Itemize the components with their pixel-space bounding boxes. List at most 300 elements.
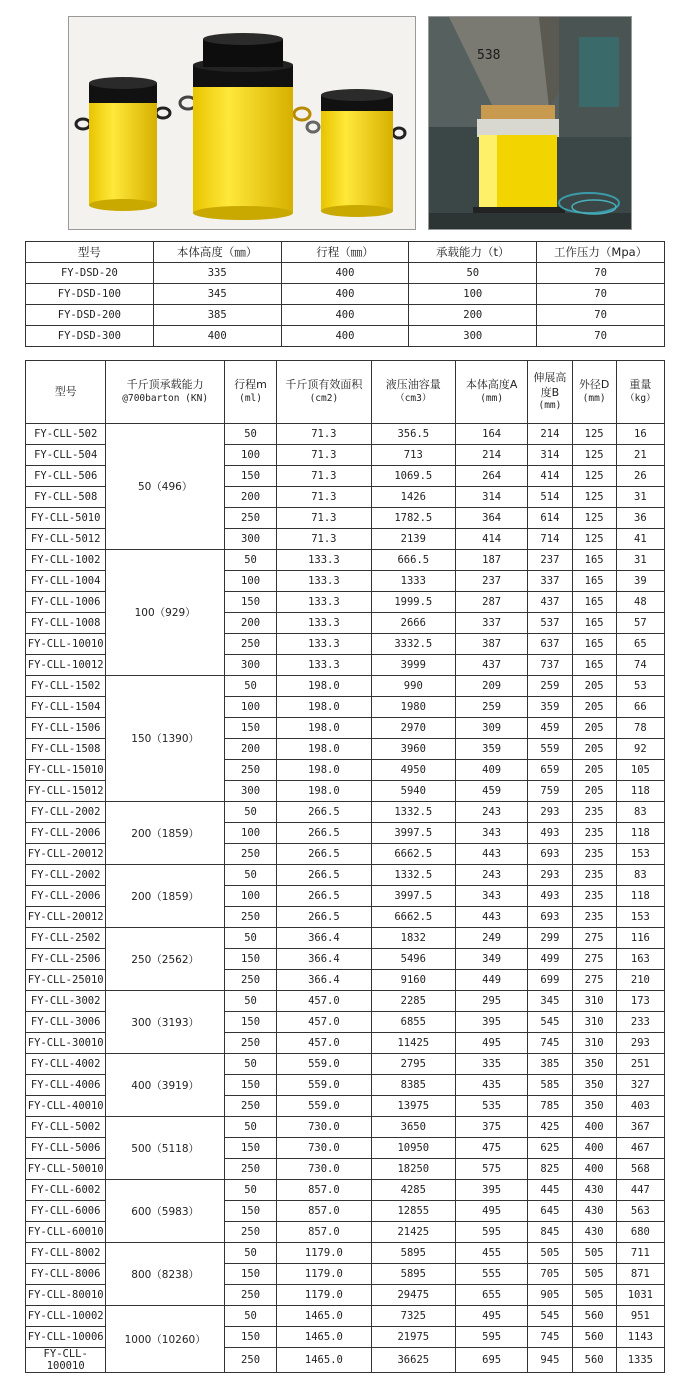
three-jacks-icon bbox=[69, 17, 415, 229]
table-cell: 50 bbox=[224, 550, 276, 571]
table-cell: 560 bbox=[572, 1327, 616, 1348]
table-cell: 26 bbox=[616, 466, 664, 487]
marking-text: 538 bbox=[477, 48, 501, 63]
table-cell: 21 bbox=[616, 445, 664, 466]
table-cell: 198.0 bbox=[277, 718, 371, 739]
table-cell: 310 bbox=[572, 991, 616, 1012]
table-cell: 430 bbox=[572, 1180, 616, 1201]
column-header-unit: （kg） bbox=[625, 393, 656, 405]
model-cell: FY-CLL-1008 bbox=[26, 613, 106, 634]
table-cell: 505 bbox=[572, 1243, 616, 1264]
capacity-cell: 50（496） bbox=[106, 424, 225, 550]
model-cell: FY-CLL-4006 bbox=[26, 1075, 106, 1096]
table-cell: FY-DSD-200 bbox=[26, 305, 154, 326]
table-cell: 100 bbox=[224, 886, 276, 907]
table-cell: 495 bbox=[455, 1306, 527, 1327]
column-header-unit: (cm2) bbox=[309, 393, 339, 405]
table-cell: 711 bbox=[616, 1243, 664, 1264]
table-cell: 5895 bbox=[371, 1264, 455, 1285]
model-cell: FY-CLL-5010 bbox=[26, 508, 106, 529]
table-cell: 39 bbox=[616, 571, 664, 592]
table-cell: 350 bbox=[572, 1054, 616, 1075]
table-cell: 235 bbox=[572, 844, 616, 865]
table-cell: 266.5 bbox=[277, 823, 371, 844]
table-row bbox=[26, 305, 665, 326]
table-cell: 50 bbox=[224, 1054, 276, 1075]
table-cell: 165 bbox=[572, 592, 616, 613]
table-cell: 275 bbox=[572, 949, 616, 970]
capacity-cell: 400（3919） bbox=[106, 1054, 225, 1117]
model-cell: FY-CLL-25010 bbox=[26, 970, 106, 991]
table-cell: 275 bbox=[572, 970, 616, 991]
product-photo-in-use bbox=[428, 16, 632, 230]
table-cell: 50 bbox=[224, 1306, 276, 1327]
table-cell: 71.3 bbox=[277, 466, 371, 487]
table-cell: 366.4 bbox=[277, 949, 371, 970]
table-cell: 250 bbox=[224, 1033, 276, 1054]
table-cell: 680 bbox=[616, 1222, 664, 1243]
table-cell: 585 bbox=[528, 1075, 572, 1096]
column-header-unit: (ml) bbox=[239, 393, 262, 405]
table-cell: 445 bbox=[528, 1180, 572, 1201]
table-cell: 366.4 bbox=[277, 928, 371, 949]
table-cell: 50 bbox=[224, 802, 276, 823]
table-cell: 250 bbox=[224, 760, 276, 781]
table-cell: 50 bbox=[224, 1243, 276, 1264]
table-cell: 125 bbox=[572, 424, 616, 445]
table-cell: 237 bbox=[455, 571, 527, 592]
table-cell: 714 bbox=[528, 529, 572, 550]
table-cell: 48 bbox=[616, 592, 664, 613]
table-cell: 568 bbox=[616, 1159, 664, 1180]
table-cell: 6662.5 bbox=[371, 907, 455, 928]
table-cell: 345 bbox=[528, 991, 572, 1012]
table-cell: 545 bbox=[528, 1012, 572, 1033]
table-cell: 105 bbox=[616, 760, 664, 781]
table-cell: 459 bbox=[528, 718, 572, 739]
model-cell: FY-CLL-3006 bbox=[26, 1012, 106, 1033]
table-cell: 150 bbox=[224, 1075, 276, 1096]
column-header-unit: (mm) bbox=[480, 393, 504, 405]
table-cell: 455 bbox=[455, 1243, 527, 1264]
table-cell: 200 bbox=[224, 739, 276, 760]
table-cell: 198.0 bbox=[277, 739, 371, 760]
table-cell: 343 bbox=[455, 886, 527, 907]
table-cell: 118 bbox=[616, 886, 664, 907]
table-cell: 563 bbox=[616, 1201, 664, 1222]
table-cell: 2795 bbox=[371, 1054, 455, 1075]
table-cell: 250 bbox=[224, 844, 276, 865]
table-cell: 345 bbox=[153, 284, 281, 305]
model-cell: FY-CLL-5002 bbox=[26, 1117, 106, 1138]
table-cell: 150 bbox=[224, 718, 276, 739]
table-cell: 9160 bbox=[371, 970, 455, 991]
table-cell: 150 bbox=[224, 1012, 276, 1033]
column-header bbox=[224, 361, 276, 424]
table-cell: 1179.0 bbox=[277, 1243, 371, 1264]
model-cell: FY-CLL-1502 bbox=[26, 676, 106, 697]
table-cell: 100 bbox=[224, 823, 276, 844]
table-cell: 71.3 bbox=[277, 445, 371, 466]
table-cell: 2666 bbox=[371, 613, 455, 634]
table-cell: 70 bbox=[537, 263, 665, 284]
table-cell: 198.0 bbox=[277, 781, 371, 802]
table-cell: 173 bbox=[616, 991, 664, 1012]
table-cell: 495 bbox=[455, 1201, 527, 1222]
model-cell: FY-CLL-1004 bbox=[26, 571, 106, 592]
table-cell: 457.0 bbox=[277, 991, 371, 1012]
table-cell: 3997.5 bbox=[371, 823, 455, 844]
table-cell: 16 bbox=[616, 424, 664, 445]
table-cell: 359 bbox=[528, 697, 572, 718]
table-cell: 118 bbox=[616, 823, 664, 844]
model-cell: FY-CLL-50010 bbox=[26, 1159, 106, 1180]
table-cell: 1465.0 bbox=[277, 1306, 371, 1327]
model-cell: FY-CLL-20012 bbox=[26, 907, 106, 928]
table-cell: 165 bbox=[572, 571, 616, 592]
table-cell: 400 bbox=[281, 305, 409, 326]
column-header: 工作压力（Mpa） bbox=[537, 242, 665, 263]
table-cell: 645 bbox=[528, 1201, 572, 1222]
model-cell: FY-CLL-10006 bbox=[26, 1327, 106, 1348]
table-cell: 403 bbox=[616, 1096, 664, 1117]
table-cell: 133.3 bbox=[277, 550, 371, 571]
table-cell: 36 bbox=[616, 508, 664, 529]
model-cell: FY-CLL-40010 bbox=[26, 1096, 106, 1117]
table-cell: 951 bbox=[616, 1306, 664, 1327]
table-cell: 71.3 bbox=[277, 487, 371, 508]
table-cell: 266.5 bbox=[277, 865, 371, 886]
table-cell: 475 bbox=[455, 1138, 527, 1159]
column-header-main: 伸展高度B bbox=[533, 370, 567, 399]
table-cell: 300 bbox=[224, 655, 276, 676]
table-cell: 3650 bbox=[371, 1117, 455, 1138]
column-header-main: 千斤顶承载能力 bbox=[126, 378, 204, 392]
table-cell: 337 bbox=[528, 571, 572, 592]
table-cell: 400 bbox=[281, 284, 409, 305]
table-cell: 400 bbox=[572, 1159, 616, 1180]
table-cell: 400 bbox=[281, 326, 409, 347]
column-header-unit: （cm3） bbox=[395, 393, 432, 405]
capacity-cell: 600（5983） bbox=[106, 1180, 225, 1243]
table-cell: 871 bbox=[616, 1264, 664, 1285]
table-cell: 150 bbox=[224, 1201, 276, 1222]
table-cell: 150 bbox=[224, 1327, 276, 1348]
table-cell: 153 bbox=[616, 844, 664, 865]
model-cell: FY-CLL-2006 bbox=[26, 886, 106, 907]
table-cell: 100 bbox=[224, 571, 276, 592]
table-cell: 250 bbox=[224, 508, 276, 529]
table-cell: 70 bbox=[537, 326, 665, 347]
table-cell: 209 bbox=[455, 676, 527, 697]
table-cell: 250 bbox=[224, 1159, 276, 1180]
table-cell: 300 bbox=[224, 781, 276, 802]
column-header: 行程（㎜） bbox=[281, 242, 409, 263]
table-cell: 65 bbox=[616, 634, 664, 655]
table-cell: 4950 bbox=[371, 760, 455, 781]
table-cell: 41 bbox=[616, 529, 664, 550]
table-cell: 559.0 bbox=[277, 1075, 371, 1096]
table-cell: 614 bbox=[528, 508, 572, 529]
table-cell: 595 bbox=[455, 1222, 527, 1243]
table-cell: 1999.5 bbox=[371, 592, 455, 613]
table-cell: 745 bbox=[528, 1327, 572, 1348]
table-cell: 235 bbox=[572, 865, 616, 886]
table-cell: 6662.5 bbox=[371, 844, 455, 865]
table-row bbox=[26, 1180, 665, 1201]
column-header bbox=[455, 361, 527, 424]
table-cell: 457.0 bbox=[277, 1033, 371, 1054]
model-cell: FY-CLL-20012 bbox=[26, 844, 106, 865]
model-cell: FY-CLL-5012 bbox=[26, 529, 106, 550]
table-cell: 165 bbox=[572, 613, 616, 634]
table-header-row bbox=[26, 242, 665, 263]
table-cell: 559.0 bbox=[277, 1054, 371, 1075]
table-row bbox=[26, 928, 665, 949]
capacity-cell: 200（1859） bbox=[106, 865, 225, 928]
table-cell: 57 bbox=[616, 613, 664, 634]
table-cell: 350 bbox=[572, 1075, 616, 1096]
table-cell: 560 bbox=[572, 1306, 616, 1327]
table-cell: 5895 bbox=[371, 1243, 455, 1264]
table-cell: 385 bbox=[528, 1054, 572, 1075]
table-cell: 425 bbox=[528, 1117, 572, 1138]
table-cell: 198.0 bbox=[277, 697, 371, 718]
table-cell: 314 bbox=[455, 487, 527, 508]
table-cell: 1333 bbox=[371, 571, 455, 592]
capacity-cell: 200（1859） bbox=[106, 802, 225, 865]
table-cell: 443 bbox=[455, 844, 527, 865]
table-cell: 314 bbox=[528, 445, 572, 466]
table-cell: 693 bbox=[528, 907, 572, 928]
table-cell: 250 bbox=[224, 1096, 276, 1117]
model-cell: FY-CLL-15012 bbox=[26, 781, 106, 802]
table-cell: 545 bbox=[528, 1306, 572, 1327]
table-cell: 198.0 bbox=[277, 676, 371, 697]
table-cell: 210 bbox=[616, 970, 664, 991]
table-cell: 447 bbox=[616, 1180, 664, 1201]
table-cell: 400 bbox=[281, 263, 409, 284]
table-cell: 71.3 bbox=[277, 508, 371, 529]
table-cell: 133.3 bbox=[277, 571, 371, 592]
model-cell: FY-CLL-80010 bbox=[26, 1285, 106, 1306]
table-cell: 1980 bbox=[371, 697, 455, 718]
table-cell: 50 bbox=[224, 865, 276, 886]
table-cell: 535 bbox=[455, 1096, 527, 1117]
table-cell: 50 bbox=[224, 676, 276, 697]
table-cell: 165 bbox=[572, 550, 616, 571]
table-cell: 395 bbox=[455, 1012, 527, 1033]
table-cell: 295 bbox=[455, 991, 527, 1012]
model-cell: FY-CLL-6002 bbox=[26, 1180, 106, 1201]
table-cell: 5496 bbox=[371, 949, 455, 970]
table-cell: 1782.5 bbox=[371, 508, 455, 529]
table-cell: 150 bbox=[224, 1264, 276, 1285]
table-cell: 400 bbox=[572, 1117, 616, 1138]
table-cell: 367 bbox=[616, 1117, 664, 1138]
table-cell: 359 bbox=[455, 739, 527, 760]
table-cell: 514 bbox=[528, 487, 572, 508]
table-row bbox=[26, 326, 665, 347]
table-cell: 50 bbox=[224, 928, 276, 949]
capacity-cell: 500（5118） bbox=[106, 1117, 225, 1180]
table-cell: 1179.0 bbox=[277, 1285, 371, 1306]
table-cell: 249 bbox=[455, 928, 527, 949]
table-cell: 435 bbox=[455, 1075, 527, 1096]
table-cell: 70 bbox=[537, 284, 665, 305]
model-cell: FY-CLL-10002 bbox=[26, 1306, 106, 1327]
table-cell: 250 bbox=[224, 1222, 276, 1243]
column-header bbox=[277, 361, 371, 424]
table-cell: 243 bbox=[455, 802, 527, 823]
table-cell: 92 bbox=[616, 739, 664, 760]
table-cell: 116 bbox=[616, 928, 664, 949]
table-cll-series bbox=[25, 360, 665, 1373]
table-cell: 457.0 bbox=[277, 1012, 371, 1033]
model-cell: FY-CLL-2506 bbox=[26, 949, 106, 970]
table-cell: 125 bbox=[572, 445, 616, 466]
table-cell: 499 bbox=[528, 949, 572, 970]
table-cell: 1332.5 bbox=[371, 802, 455, 823]
table-cell: 1335 bbox=[616, 1348, 664, 1373]
table-cell: 350 bbox=[572, 1096, 616, 1117]
table-cell: 337 bbox=[455, 613, 527, 634]
table-cell: 187 bbox=[455, 550, 527, 571]
table-cell: 449 bbox=[455, 970, 527, 991]
table-cell: 125 bbox=[572, 466, 616, 487]
table-cell: 595 bbox=[455, 1327, 527, 1348]
table-cell: 10950 bbox=[371, 1138, 455, 1159]
table-cell: 235 bbox=[572, 886, 616, 907]
table-cell: 785 bbox=[528, 1096, 572, 1117]
table-cell: 730.0 bbox=[277, 1138, 371, 1159]
table-cell: 699 bbox=[528, 970, 572, 991]
table-cell: 150 bbox=[224, 466, 276, 487]
table-cell: 133.3 bbox=[277, 613, 371, 634]
column-header: 型号 bbox=[26, 242, 154, 263]
table-cell: 266.5 bbox=[277, 802, 371, 823]
model-cell: FY-CLL-502 bbox=[26, 424, 106, 445]
table-cell: 66 bbox=[616, 697, 664, 718]
model-cell: FY-CLL-10012 bbox=[26, 655, 106, 676]
table-cell: 1069.5 bbox=[371, 466, 455, 487]
table-cell: 163 bbox=[616, 949, 664, 970]
table-cell: FY-DSD-300 bbox=[26, 326, 154, 347]
table-cell: 293 bbox=[528, 802, 572, 823]
table-cell: 259 bbox=[528, 676, 572, 697]
table-cell: 625 bbox=[528, 1138, 572, 1159]
table-cell: 83 bbox=[616, 802, 664, 823]
model-cell: FY-CLL-504 bbox=[26, 445, 106, 466]
table-row bbox=[26, 424, 665, 445]
table-cell: 100 bbox=[224, 445, 276, 466]
table-cell: 737 bbox=[528, 655, 572, 676]
table-row bbox=[26, 991, 665, 1012]
table-cell: 133.3 bbox=[277, 634, 371, 655]
table-cell: 905 bbox=[528, 1285, 572, 1306]
model-cell: FY-CLL-1504 bbox=[26, 697, 106, 718]
table-cell: 505 bbox=[572, 1285, 616, 1306]
table-cell: 21975 bbox=[371, 1327, 455, 1348]
table-cell: 133.3 bbox=[277, 655, 371, 676]
table-row bbox=[26, 1117, 665, 1138]
table-cell: 266.5 bbox=[277, 886, 371, 907]
table-cell: 70 bbox=[537, 305, 665, 326]
column-header-main: 液压油容量 bbox=[385, 378, 441, 392]
column-header bbox=[371, 361, 455, 424]
model-cell: FY-CLL-1006 bbox=[26, 592, 106, 613]
table-cell: 3997.5 bbox=[371, 886, 455, 907]
table-row bbox=[26, 263, 665, 284]
table-cell: 745 bbox=[528, 1033, 572, 1054]
model-cell: FY-CLL-15010 bbox=[26, 760, 106, 781]
table-cell: 36625 bbox=[371, 1348, 455, 1373]
table-cell: 200 bbox=[409, 305, 537, 326]
table-cell: 198.0 bbox=[277, 760, 371, 781]
table-cell: 293 bbox=[616, 1033, 664, 1054]
table-cell: 555 bbox=[455, 1264, 527, 1285]
table-cell: 310 bbox=[572, 1033, 616, 1054]
table-cell: 243 bbox=[455, 865, 527, 886]
model-cell: FY-CLL-2002 bbox=[26, 865, 106, 886]
column-header bbox=[572, 361, 616, 424]
model-cell: FY-CLL-60010 bbox=[26, 1222, 106, 1243]
table-cell: 857.0 bbox=[277, 1180, 371, 1201]
table-cell: 300 bbox=[224, 529, 276, 550]
table-cell: 31 bbox=[616, 550, 664, 571]
table-row bbox=[26, 1243, 665, 1264]
table-cell: 250 bbox=[224, 970, 276, 991]
table-cell: 493 bbox=[528, 823, 572, 844]
table-cell: 299 bbox=[528, 928, 572, 949]
table-cell: 2970 bbox=[371, 718, 455, 739]
table-cell: 375 bbox=[455, 1117, 527, 1138]
table-row bbox=[26, 550, 665, 571]
table-cell: 50 bbox=[224, 424, 276, 445]
table-cell: 2139 bbox=[371, 529, 455, 550]
table-cell: FY-DSD-20 bbox=[26, 263, 154, 284]
model-cell: FY-CLL-2002 bbox=[26, 802, 106, 823]
table-cell: 467 bbox=[616, 1138, 664, 1159]
model-cell: FY-CLL-100010 bbox=[26, 1348, 106, 1373]
column-header-main: 行程m bbox=[234, 378, 267, 392]
model-cell: FY-CLL-508 bbox=[26, 487, 106, 508]
table-cell: 250 bbox=[224, 907, 276, 928]
table-cell: 443 bbox=[455, 907, 527, 928]
table-cell: 250 bbox=[224, 634, 276, 655]
table-cell: 205 bbox=[572, 739, 616, 760]
table-dsd-series bbox=[25, 241, 665, 347]
table-cell: 71.3 bbox=[277, 529, 371, 550]
table-cell: 150 bbox=[224, 949, 276, 970]
table-cell: 400 bbox=[572, 1138, 616, 1159]
table-cell: 233 bbox=[616, 1012, 664, 1033]
model-cell: FY-CLL-1002 bbox=[26, 550, 106, 571]
column-header-unit: @700barton (KN) bbox=[122, 393, 209, 405]
table-cell: 730.0 bbox=[277, 1117, 371, 1138]
model-cell: FY-CLL-1506 bbox=[26, 718, 106, 739]
table-cell: 83 bbox=[616, 865, 664, 886]
table-cell: 1179.0 bbox=[277, 1264, 371, 1285]
table-cell: 335 bbox=[153, 263, 281, 284]
table-cell: 50 bbox=[224, 1117, 276, 1138]
table-cell: 364 bbox=[455, 508, 527, 529]
column-header-main: 型号 bbox=[54, 384, 77, 398]
table-cell: 100 bbox=[409, 284, 537, 305]
table-cell: 759 bbox=[528, 781, 572, 802]
table-cell: 3960 bbox=[371, 739, 455, 760]
table-cell: 385 bbox=[153, 305, 281, 326]
